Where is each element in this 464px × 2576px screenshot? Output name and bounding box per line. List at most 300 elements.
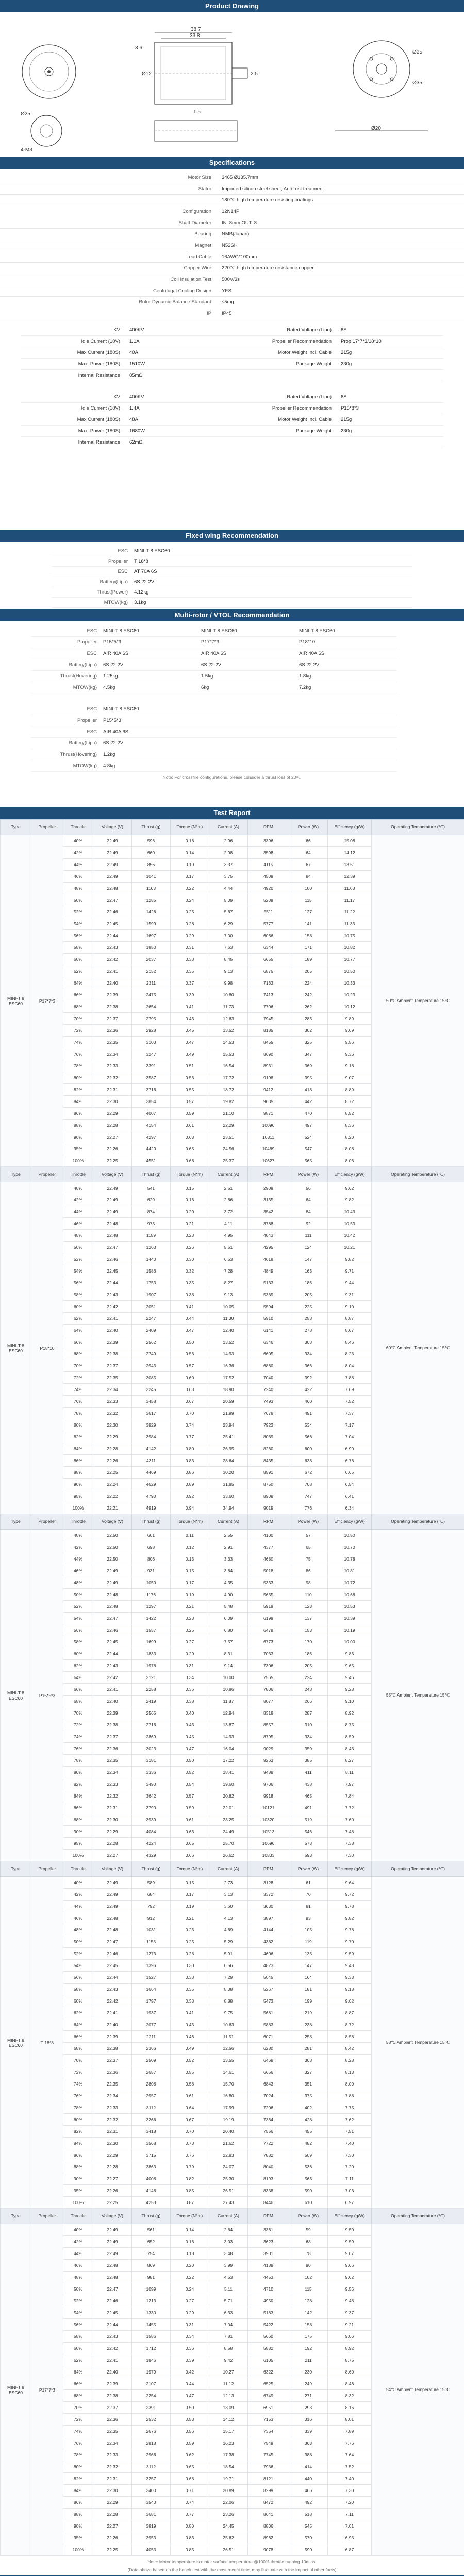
report-cell: 5018 bbox=[248, 1565, 289, 1577]
report-cell: 9412 bbox=[248, 1084, 289, 1096]
report-cell: 5.29 bbox=[209, 1936, 248, 1948]
report-cell: 9.28 bbox=[328, 1684, 372, 1696]
report-cell: 44% bbox=[63, 2248, 93, 2260]
report-cell: 50% bbox=[63, 2283, 93, 2295]
spec-key: Package Weight bbox=[295, 361, 332, 367]
report-cell: 205 bbox=[289, 1289, 328, 1301]
report-cell: 303 bbox=[289, 1336, 328, 1348]
report-cell: 4509 bbox=[248, 871, 289, 883]
report-cell: 5.48 bbox=[209, 1601, 248, 1613]
report-cell: 5777 bbox=[248, 918, 289, 930]
report-cell: 9198 bbox=[248, 1072, 289, 1084]
report-cell: 10.12 bbox=[328, 1001, 372, 1013]
fixed-value: 4.12kg bbox=[134, 589, 149, 595]
report-cell: 3391 bbox=[132, 1060, 171, 1072]
report-cell: 0.77 bbox=[171, 1431, 209, 1443]
report-cell: 0.22 bbox=[171, 2272, 209, 2283]
report-cell: 23.26 bbox=[209, 2509, 248, 2520]
report-header-cell: Throttle bbox=[63, 1514, 93, 1530]
report-cell: 68% bbox=[63, 1348, 93, 1360]
report-cell: 7.17 bbox=[328, 1419, 372, 1431]
report-header-cell: Operating Temperature (℃) bbox=[372, 1861, 464, 1877]
spec-value: 500V/3s bbox=[222, 277, 240, 282]
multi-value: MINI-T 8 ESC60 bbox=[201, 625, 299, 637]
report-cell: 8193 bbox=[248, 2173, 289, 2185]
report-cell: 9.50 bbox=[328, 2224, 372, 2236]
report-cell: 0.83 bbox=[171, 1455, 209, 1467]
report-cell: 7936 bbox=[248, 2461, 289, 2473]
report-cell: 22.32 bbox=[93, 2114, 132, 2126]
spec-key bbox=[232, 437, 338, 448]
report-cell: 9.78 bbox=[328, 1924, 372, 1936]
report-cell: 0.54 bbox=[171, 1778, 209, 1790]
report-cell: 249 bbox=[289, 2378, 328, 2390]
report-cell: 3247 bbox=[132, 1048, 171, 1060]
report-cell: 22.44 bbox=[93, 1277, 132, 1289]
report-cell: 8040 bbox=[248, 2161, 289, 2173]
multi-key: ESC bbox=[31, 704, 103, 715]
report-cell: 293 bbox=[289, 2402, 328, 2414]
report-cell: 2.51 bbox=[209, 1182, 248, 1194]
report-cell: 22.37 bbox=[93, 1731, 132, 1743]
report-cell: 303 bbox=[289, 2055, 328, 2066]
report-cell: 9635 bbox=[248, 1096, 289, 1108]
multi-value: AIR 40A 6S bbox=[103, 648, 201, 659]
report-header-cell: Torque (N*m) bbox=[171, 1861, 209, 1877]
report-cell: 9.59 bbox=[328, 1948, 372, 1960]
report-header-cell: Efficiency (g/W) bbox=[328, 1167, 372, 1182]
report-cell: 3617 bbox=[132, 1408, 171, 1419]
report-cell: 9263 bbox=[248, 1755, 289, 1767]
multi-value: 1.8kg bbox=[299, 671, 397, 682]
motor-side-view bbox=[155, 33, 247, 104]
report-cell: 0.15 bbox=[171, 1182, 209, 1194]
report-cell: 0.31 bbox=[171, 942, 209, 954]
report-cell: 60% bbox=[63, 2343, 93, 2354]
report-cell: 509 bbox=[289, 2149, 328, 2161]
report-cell: 0.53 bbox=[171, 1072, 209, 1084]
report-cell: 1050 bbox=[132, 1577, 171, 1589]
report-cell: 10.19 bbox=[328, 1624, 372, 1636]
report-propeller-cell: P15*5*3 bbox=[31, 1530, 63, 1861]
report-cell: 9.71 bbox=[328, 1265, 372, 1277]
report-cell: 8.87 bbox=[328, 2007, 372, 2019]
report-cell: 13.52 bbox=[209, 1336, 248, 1348]
report-cell: 2419 bbox=[132, 1696, 171, 1707]
report-cell: 9.66 bbox=[328, 2260, 372, 2272]
report-cell: 776 bbox=[289, 1502, 328, 1514]
report-cell: 119 bbox=[289, 1936, 328, 1948]
spec-value: YES bbox=[222, 288, 232, 294]
report-cell: 86% bbox=[63, 1802, 93, 1814]
multi-value: P15*5*3 bbox=[103, 715, 201, 726]
report-cell: 3953 bbox=[132, 2532, 171, 2544]
report-cell: 6478 bbox=[248, 1624, 289, 1636]
report-cell: 52% bbox=[63, 1948, 93, 1960]
report-cell: 4329 bbox=[132, 1850, 171, 1861]
report-cell: 3.37 bbox=[209, 859, 248, 871]
report-cell: 22.50 bbox=[93, 1553, 132, 1565]
report-header-cell: Voltage (V) bbox=[93, 1514, 132, 1530]
report-header-cell: Type bbox=[1, 820, 31, 835]
report-cell: 2107 bbox=[132, 2378, 171, 2390]
report-cell: 6.09 bbox=[209, 1613, 248, 1624]
report-cell: 22.41 bbox=[93, 965, 132, 977]
report-cell: 4142 bbox=[132, 1443, 171, 1455]
product-drawing bbox=[0, 12, 464, 157]
report-cell: 0.29 bbox=[171, 2307, 209, 2319]
report-cell: 414 bbox=[289, 2461, 328, 2473]
report-cell: 1297 bbox=[132, 1601, 171, 1613]
report-cell: 698 bbox=[132, 1541, 171, 1553]
report-cell: 84% bbox=[63, 2138, 93, 2149]
report-cell: 7.11 bbox=[328, 2509, 372, 2520]
report-cell: 7882 bbox=[248, 2149, 289, 2161]
report-cell: 0.16 bbox=[171, 835, 209, 847]
report-cell: 0.33 bbox=[171, 954, 209, 965]
report-cell: 86% bbox=[63, 2497, 93, 2509]
report-cell: 153 bbox=[289, 1624, 328, 1636]
report-cell: 3.75 bbox=[209, 871, 248, 883]
report-cell: 105 bbox=[289, 1924, 328, 1936]
multi-value: AIR 40A 6S bbox=[299, 648, 397, 659]
report-cell: 34.94 bbox=[209, 1502, 248, 1514]
report-cell: 26.62 bbox=[209, 1850, 248, 1861]
report-cell: 351 bbox=[289, 2078, 328, 2090]
report-cell: 1163 bbox=[132, 883, 171, 894]
report-cell: 806 bbox=[132, 1553, 171, 1565]
report-cell: 2311 bbox=[132, 977, 171, 989]
report-cell: 6.41 bbox=[328, 1490, 372, 1502]
report-cell: 10.70 bbox=[328, 1541, 372, 1553]
report-cell: 0.59 bbox=[171, 2437, 209, 2449]
report-cell: 5267 bbox=[248, 1984, 289, 1995]
report-cell: 10.27 bbox=[209, 2366, 248, 2378]
report-cell: 9.75 bbox=[209, 2007, 248, 2019]
report-cell: 5.67 bbox=[209, 906, 248, 918]
report-cell: 7.75 bbox=[328, 2102, 372, 2114]
report-header-cell: Type bbox=[1, 1861, 31, 1877]
spec-value: 62mΩ bbox=[129, 439, 143, 445]
report-cell: 78% bbox=[63, 1755, 93, 1767]
spec-pairs-8s bbox=[0, 319, 464, 386]
report-cell: 2.98 bbox=[209, 847, 248, 859]
report-cell: 22.48 bbox=[93, 1912, 132, 1924]
report-cell: 4629 bbox=[132, 1479, 171, 1490]
spec-key: Bearing bbox=[194, 231, 211, 237]
report-cell: 9.69 bbox=[328, 1025, 372, 1037]
report-cell: 7.03 bbox=[328, 2185, 372, 2197]
report-cell: 70% bbox=[63, 2055, 93, 2066]
multi-value: P15*5*3 bbox=[103, 637, 201, 648]
report-cell: 327 bbox=[289, 2066, 328, 2078]
multi-empty bbox=[299, 715, 397, 726]
report-header-row bbox=[1, 2209, 464, 2224]
report-cell: 1846 bbox=[132, 2354, 171, 2366]
report-cell: 5511 bbox=[248, 906, 289, 918]
report-cell: 84% bbox=[63, 1790, 93, 1802]
report-cell: 7153 bbox=[248, 2414, 289, 2426]
report-cell: 7.48 bbox=[328, 1826, 372, 1838]
report-cell: 9.82 bbox=[328, 1253, 372, 1265]
spec-row bbox=[0, 172, 464, 183]
report-cell: 22.26 bbox=[93, 1455, 132, 1467]
report-cell: 22.37 bbox=[93, 1360, 132, 1372]
spec-pair-row bbox=[21, 403, 443, 414]
report-cell: 0.45 bbox=[171, 1731, 209, 1743]
report-cell: 44% bbox=[63, 1206, 93, 1218]
report-header-cell: Throttle bbox=[63, 2209, 93, 2224]
report-cell: 22.41 bbox=[93, 1684, 132, 1696]
report-cell: 3642 bbox=[132, 1790, 171, 1802]
report-header-cell: Power (W) bbox=[289, 1167, 328, 1182]
report-cell: 8931 bbox=[248, 1060, 289, 1072]
report-cell: 8.46 bbox=[328, 1336, 372, 1348]
report-cell: 0.56 bbox=[171, 2426, 209, 2437]
report-cell: 2654 bbox=[132, 1001, 171, 1013]
report-cell: 10.72 bbox=[328, 1577, 372, 1589]
report-cell: 4950 bbox=[248, 2295, 289, 2307]
report-cell: 8.13 bbox=[328, 2066, 372, 2078]
spec-key: Internal Resistance bbox=[78, 439, 120, 445]
report-cell: 22.36 bbox=[93, 1025, 132, 1037]
report-cell: 58% bbox=[63, 1636, 93, 1648]
report-cell: 0.63 bbox=[171, 1826, 209, 1838]
report-cell: 7.30 bbox=[328, 2485, 372, 2497]
report-propeller-cell: T 18*8 bbox=[31, 1877, 63, 2209]
report-cell: 68% bbox=[63, 2043, 93, 2055]
report-cell: 33.60 bbox=[209, 1490, 248, 1502]
report-cell: 78% bbox=[63, 1408, 93, 1419]
report-cell: 22.31 bbox=[93, 2126, 132, 2138]
report-cell: 22.27 bbox=[93, 1850, 132, 1861]
report-cell: 9.06 bbox=[328, 2331, 372, 2343]
report-cell: 90% bbox=[63, 1826, 93, 1838]
report-cell: 11.63 bbox=[328, 883, 372, 894]
report-cell: 4469 bbox=[132, 1467, 171, 1479]
spec-key: Lead Cable bbox=[186, 254, 211, 260]
report-cell: 0.43 bbox=[171, 1013, 209, 1025]
report-cell: 13.55 bbox=[209, 2055, 248, 2066]
report-cell: 90 bbox=[289, 2260, 328, 2272]
spec-value: N52SH bbox=[222, 243, 238, 248]
report-cell: 3.33 bbox=[209, 1553, 248, 1565]
spec-value: 230g bbox=[341, 428, 352, 434]
report-cell: 6346 bbox=[248, 1336, 289, 1348]
report-cell: 56% bbox=[63, 1972, 93, 1984]
report-cell: 28.64 bbox=[209, 1455, 248, 1467]
report-cell: 7.62 bbox=[328, 2114, 372, 2126]
spec-key: Rated Voltage (Lipo) bbox=[287, 327, 332, 333]
report-cell: 12.13 bbox=[209, 2390, 248, 2402]
report-header-row bbox=[1, 1167, 464, 1182]
report-cell: 0.61 bbox=[171, 1120, 209, 1131]
report-header-cell: Throttle bbox=[63, 1861, 93, 1877]
report-cell: 9488 bbox=[248, 1767, 289, 1778]
report-cell: 440 bbox=[289, 2473, 328, 2485]
report-cell: 9.78 bbox=[328, 1901, 372, 1912]
report-cell: 4.53 bbox=[209, 2272, 248, 2283]
report-cell: 1586 bbox=[132, 1265, 171, 1277]
report-cell: 95% bbox=[63, 1490, 93, 1502]
report-cell: 50% bbox=[63, 894, 93, 906]
report-cell: 9.13 bbox=[209, 965, 248, 977]
report-cell: 46% bbox=[63, 1218, 93, 1230]
report-cell: 3939 bbox=[132, 1814, 171, 1826]
report-cell: 1396 bbox=[132, 1960, 171, 1972]
report-cell: 2818 bbox=[132, 2437, 171, 2449]
report-cell: 8.60 bbox=[328, 2366, 372, 2378]
report-header-cell: RPM bbox=[248, 820, 289, 835]
report-cell: 1797 bbox=[132, 1995, 171, 2007]
report-cell: 4148 bbox=[132, 2185, 171, 2197]
report-cell: 70% bbox=[63, 1360, 93, 1372]
report-cell: 0.67 bbox=[171, 1396, 209, 1408]
report-cell: 72% bbox=[63, 1025, 93, 1037]
report-cell: 42% bbox=[63, 2236, 93, 2248]
report-cell: 205 bbox=[289, 965, 328, 977]
multi-value: 6S 22.2V bbox=[201, 659, 299, 671]
report-cell: 18.90 bbox=[209, 1384, 248, 1396]
spec-value bbox=[338, 437, 443, 448]
report-cell: 3681 bbox=[132, 2509, 171, 2520]
report-cell: 6.87 bbox=[328, 2544, 372, 2556]
report-cell: 124 bbox=[289, 1242, 328, 1253]
report-cell: 44% bbox=[63, 1553, 93, 1565]
report-cell: 90% bbox=[63, 2173, 93, 2185]
report-cell: 56% bbox=[63, 1624, 93, 1636]
report-cell: 22.39 bbox=[93, 989, 132, 1001]
report-cell: 8.92 bbox=[328, 1707, 372, 1719]
report-cell: 0.15 bbox=[171, 1565, 209, 1577]
report-cell: 9706 bbox=[248, 1778, 289, 1790]
report-cell: 22.41 bbox=[93, 1313, 132, 1325]
report-cell: 74% bbox=[63, 1384, 93, 1396]
spec-row bbox=[0, 263, 464, 274]
report-cell: 68% bbox=[63, 2390, 93, 2402]
report-temp-cell: 50℃ Ambient Temperature 15℃ bbox=[372, 835, 464, 1167]
report-header-cell: Throttle bbox=[63, 1167, 93, 1182]
report-cell: 18.54 bbox=[209, 2461, 248, 2473]
report-cell: 84 bbox=[289, 1206, 328, 1218]
report-cell: 14.61 bbox=[209, 2066, 248, 2078]
spec-pair-row bbox=[21, 370, 443, 381]
report-cell: 74% bbox=[63, 2078, 93, 2090]
report-cell: 0.44 bbox=[171, 2378, 209, 2390]
report-cell: 7413 bbox=[248, 989, 289, 1001]
multi-key: Propeller bbox=[31, 637, 103, 648]
report-cell: 8.16 bbox=[328, 2402, 372, 2414]
report-cell: 22.29 bbox=[93, 1431, 132, 1443]
report-cell: 80% bbox=[63, 1072, 93, 1084]
fixed-key: Propeller bbox=[108, 558, 128, 564]
multi-key: ESC bbox=[31, 726, 103, 738]
report-header-cell: RPM bbox=[248, 1167, 289, 1182]
report-cell: 3568 bbox=[132, 2138, 171, 2149]
report-cell: 2475 bbox=[132, 989, 171, 1001]
report-cell: 22.46 bbox=[93, 2295, 132, 2307]
report-cell: 0.61 bbox=[171, 2090, 209, 2102]
report-cell: 0.19 bbox=[171, 1901, 209, 1912]
report-cell: 7.20 bbox=[328, 2161, 372, 2173]
report-cell: 4.44 bbox=[209, 883, 248, 894]
report-cell: 8.27 bbox=[209, 1277, 248, 1289]
report-cell: 224 bbox=[289, 1672, 328, 1684]
report-cell: 5883 bbox=[248, 2019, 289, 2031]
report-cell: 1586 bbox=[132, 2331, 171, 2343]
report-cell: 5209 bbox=[248, 894, 289, 906]
report-cell: 4.11 bbox=[209, 1218, 248, 1230]
report-cell: 973 bbox=[132, 1218, 171, 1230]
fixed-key: Battery(Lipo) bbox=[100, 579, 128, 585]
multi-value: 1.5kg bbox=[201, 671, 299, 682]
report-cell: 10.00 bbox=[328, 1636, 372, 1648]
spec-key: Rotor Dynamic Balance Standard bbox=[139, 299, 211, 305]
report-cell: 0.31 bbox=[171, 1660, 209, 1672]
report-cell: 0.85 bbox=[171, 2185, 209, 2197]
report-cell: 22.36 bbox=[93, 2066, 132, 2078]
report-cell: 22.45 bbox=[93, 1265, 132, 1277]
report-cell: 0.13 bbox=[171, 1553, 209, 1565]
report-cell: 66% bbox=[63, 1684, 93, 1696]
report-cell: 271 bbox=[289, 2390, 328, 2402]
report-type-cell: MINI-T 8 ESC60 bbox=[1, 2224, 31, 2556]
report-cell: 2808 bbox=[132, 2078, 171, 2090]
report-header-cell: Thrust (g) bbox=[132, 2209, 171, 2224]
report-cell: 3829 bbox=[132, 1419, 171, 1431]
report-cell: 48% bbox=[63, 2272, 93, 2283]
report-cell: 460 bbox=[289, 1396, 328, 1408]
report-cell: 22.49 bbox=[93, 2236, 132, 2248]
report-cell: 9.18 bbox=[328, 1060, 372, 1072]
report-cell: 11.87 bbox=[209, 1696, 248, 1707]
report-cell: 60% bbox=[63, 1648, 93, 1660]
report-cell: 26.51 bbox=[209, 2185, 248, 2197]
report-cell: 22.43 bbox=[93, 2331, 132, 2343]
report-cell: 8806 bbox=[248, 2520, 289, 2532]
report-cell: 9.07 bbox=[328, 1072, 372, 1084]
report-cell: 22.48 bbox=[93, 1924, 132, 1936]
spec-value: 1.1A bbox=[129, 338, 140, 344]
report-cell: 6951 bbox=[248, 2402, 289, 2414]
report-cell: 86 bbox=[289, 1565, 328, 1577]
report-cell: 22.44 bbox=[93, 1972, 132, 1984]
report-cell: 8591 bbox=[248, 1467, 289, 1479]
report-cell: 8.45 bbox=[209, 954, 248, 965]
report-cell: 7306 bbox=[248, 1660, 289, 1672]
report-cell: 8.08 bbox=[209, 1984, 248, 1995]
report-cell: 6.97 bbox=[328, 2197, 372, 2209]
report-cell: 10.77 bbox=[328, 954, 372, 965]
report-cell: 5045 bbox=[248, 1972, 289, 1984]
report-cell: 12.40 bbox=[209, 1325, 248, 1336]
report-cell: 3418 bbox=[132, 2126, 171, 2138]
report-cell: 8077 bbox=[248, 1696, 289, 1707]
report-cell: 60% bbox=[63, 1301, 93, 1313]
report-cell: 20.59 bbox=[209, 1396, 248, 1408]
report-cell: 56% bbox=[63, 2319, 93, 2331]
report-cell: 0.65 bbox=[171, 1143, 209, 1155]
report-cell: 9.64 bbox=[328, 1877, 372, 1889]
report-cell: 0.12 bbox=[171, 1541, 209, 1553]
report-cell: 10.23 bbox=[328, 989, 372, 1001]
report-cell: 16.36 bbox=[209, 1360, 248, 1372]
report-cell: 14.93 bbox=[209, 1348, 248, 1360]
report-cell: 72% bbox=[63, 2066, 93, 2078]
report-cell: 81 bbox=[289, 1901, 328, 1912]
report-cell: 82% bbox=[63, 1084, 93, 1096]
report-cell: 0.25 bbox=[171, 1936, 209, 1948]
